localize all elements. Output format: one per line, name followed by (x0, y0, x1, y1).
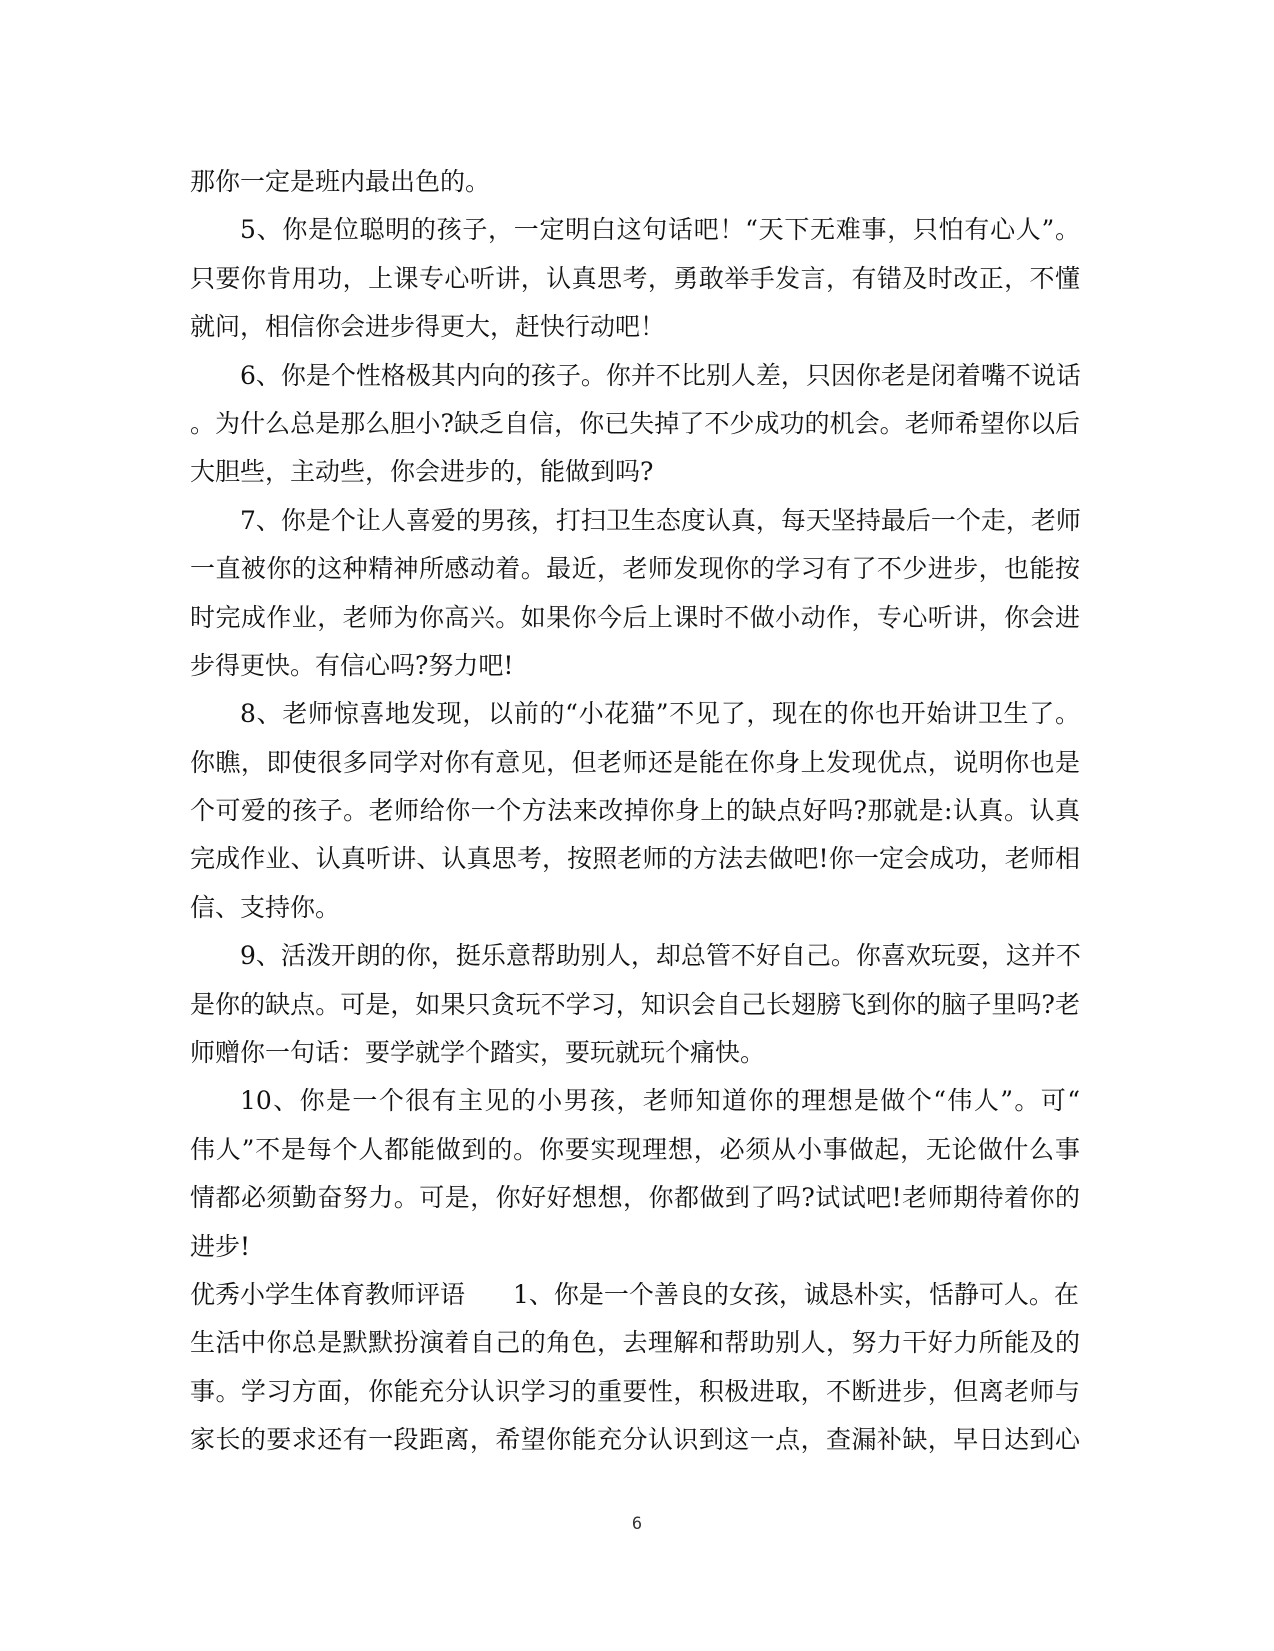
text-line: 师赠你一句话：要学就学个踏实，要玩就玩个痛快。 (190, 1038, 766, 1068)
text-line: 进步! (190, 1231, 251, 1261)
text-line: 时完成作业，老师为你高兴。如果你今后上课时不做小动作，专心听讲，你会进 (190, 602, 1080, 632)
text-line: 是你的缺点。可是，如果只贪玩不学习，知识会自己长翅膀飞到你的脑子里吗?老 (190, 989, 1080, 1019)
section-heading: 优秀小学生体育教师评语 (190, 1279, 466, 1309)
text-line: 大胆些，主动些，你会进步的，能做到吗? (190, 457, 654, 487)
text-line: 信、支持你。 (190, 892, 341, 922)
paragraph-first-line: 7、你是个让人喜爱的男孩，打扫卫生态度认真，每天坚持最后一个走，老师 (240, 505, 1081, 535)
text-line: 步得更快。有信心吗?努力吧! (190, 650, 514, 680)
text-line: 伟人”不是每个人都能做到的。你要实现理想，必须从小事做起，无论做什么事 (190, 1134, 1080, 1164)
text-line: 只要你肯用功，上课专心听讲，认真思考，勇敢举手发言，有错及时改正，不懂 (190, 263, 1080, 293)
text-line: 一直被你的这种精神所感动着。最近，老师发现你的学习有了不少进步，也能按 (190, 554, 1080, 584)
section-line (190, 1271, 1080, 1319)
section-first-sentence: 1、你是一个善良的女孩，诚恳朴实，恬静可人。在 (513, 1279, 1079, 1309)
text-line: 个可爱的孩子。老师给你一个方法来改掉你身上的缺点好吗?那就是:认真。认真 (190, 796, 1080, 826)
paragraph-first-line: 10、你是一个很有主见的小男孩，老师知道你的理想是做个“伟人”。可“ (240, 1086, 1080, 1116)
text-line: 你瞧，即使很多同学对你有意见，但老师还是能在你身上发现优点，说明你也是 (190, 747, 1080, 777)
text-line: 家长的要求还有一段距离，希望你能充分认识到这一点，查漏补缺，早日达到心 (190, 1425, 1080, 1455)
paragraph-first-line: 9、活泼开朗的你，挺乐意帮助别人，却总管不好自己。你喜欢玩耍，这并不 (240, 941, 1081, 971)
paragraph-first-line: 6、你是个性格极其内向的孩子。你并不比别人差，只因你老是闭着嘴不说话 (240, 360, 1081, 390)
text-line: 就问，相信你会进步得更大，赶快行动吧！ (190, 312, 666, 342)
text-line: 那你一定是班内最出色的。 (190, 167, 491, 196)
paragraph-first-line: 8、老师惊喜地发现，以前的“小花猫”不见了，现在的你也开始讲卫生了。 (240, 699, 1080, 729)
body-text (190, 158, 1080, 1465)
text-line: 完成作业、认真听讲、认真思考，按照老师的方法去做吧!你一定会成功，老师相 (190, 844, 1080, 874)
text-line: 。为什么总是那么胆小?缺乏自信，你已失掉了不少成功的机会。老师希望你以后 (190, 408, 1080, 438)
text-line: 生活中你总是默默扮演着自己的角色，去理解和帮助别人，努力干好力所能及的 (190, 1328, 1080, 1358)
page-number: 6 (631, 1514, 643, 1534)
text-line: 情都必须勤奋努力。可是，你好好想想，你都做到了吗?试试吧!老师期待着你的 (190, 1183, 1080, 1213)
text-line: 事。学习方面，你能充分认识学习的重要性，积极进取，不断进步，但离老师与 (190, 1376, 1080, 1406)
paragraph-first-line: 5、你是位聪明的孩子，一定明白这句话吧！“天下无难事，只怕有心人”。 (240, 215, 1080, 245)
